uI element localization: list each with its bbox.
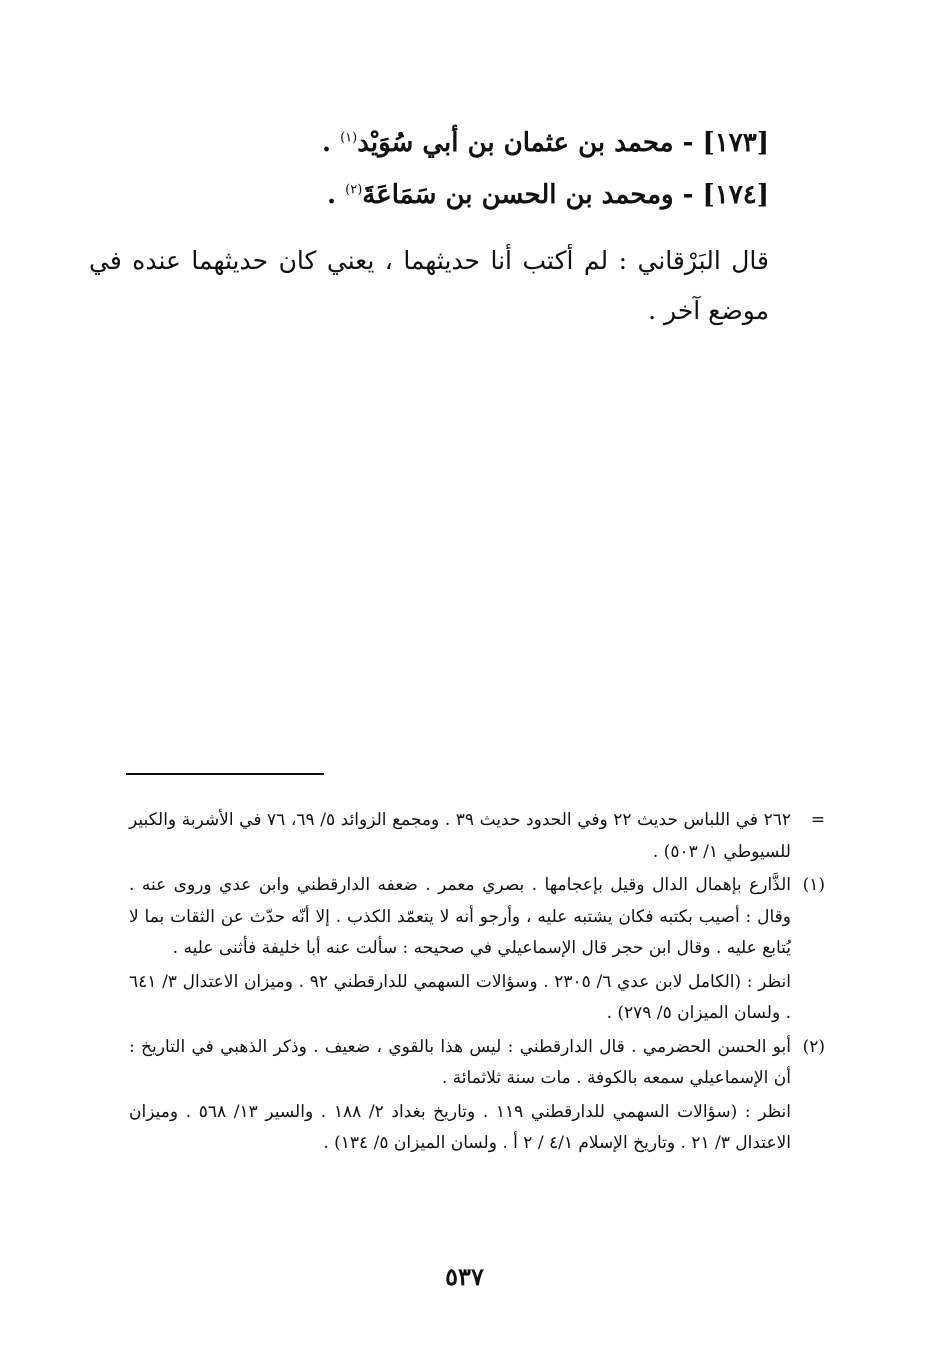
footnote-marker: =	[810, 810, 825, 830]
entry-174	[89, 180, 769, 210]
footnote-2	[129, 1032, 825, 1095]
entry-173-note-marker: (١)	[340, 130, 358, 146]
entry-173-heading: [١٧٣] - محمد بن عثمان بن أبي سُوَيْد	[357, 128, 769, 158]
footnote-marker: (٢)	[802, 1036, 825, 1057]
entry-174-heading: [١٧٤] - ومحمد بن الحسن بن سَمَاعَةَ	[362, 180, 769, 210]
footnote-continued	[129, 805, 825, 868]
footnote-text: أبو الحسن الحضرمي . قال الدارقطني : ليس هذا بالقوي ، ضعيف . وذكر الذهبي في التاريخ : أن الإسماعيلي سمعه بالكوفة . مات سنة ثلاثمائة .	[129, 1036, 791, 1088]
entry-174-tail: .	[327, 180, 346, 210]
footnote-text: الذَّارع بإهمال الدال وقيل بإعجامها . بصري معمر . ضعفه الدارقطني وابن عدي وروى عنه . وقال : أصيب بكتبه فكان يشتبه عليه ، وأرجو أنه لا يتعمّد الكذب . إلا أنّه حدّث عن الثقات بما لا يُتابع عليه . وقال ابن حجر قال الإسماعيلي في صحيحه : سألت عنه أبا خليفة فأثنى عليه .	[129, 875, 791, 958]
footnote-divider	[126, 773, 324, 775]
footnotes	[129, 805, 825, 1162]
entry-174-note-marker: (٢)	[345, 182, 363, 198]
entry-173	[89, 128, 769, 158]
entry-173-tail: .	[321, 128, 341, 158]
footnote-text: ٢٦٢ في اللباس حديث ٢٢ وفي الحدود حديث ٣٩ . ومجمع الزوائد ٥/ ٦٩، ٧٦ في الأشربة والكبير للسيوطي ١/ ٥٠٣) .	[129, 810, 791, 862]
footnote-marker: (١)	[802, 875, 825, 895]
footnote-2-references: انظر : (سؤالات السهمي للدارقطني ١١٩ . وتاريخ بغداد ٢/ ١٨٨ . والسير ١٣/ ٥٦٨ . وميزان الاعتدال ٣/ ٢١ . وتاريخ الإسلام ٤/١ / ٢ أ . ولسان الميزان ٥/ ١٣٤) .	[129, 1101, 791, 1153]
body-paragraph: قال البَرْقاني : لم أكتب أنا حديثهما ، يعني كان حديثهما عنده في موضع آخر .	[89, 246, 769, 325]
footnote-1	[129, 870, 825, 965]
footnote-1-references: انظر : (الكامل لابن عدي ٦/ ٢٣٠٥ . وسؤالات السهمي للدارقطني ٩٢ . وميزان الاعتدال ٣/ ٦٤١ . ولسان الميزان ٥/ ٢٧٩) .	[129, 971, 791, 1023]
page-number: ٥٣٧	[445, 1262, 484, 1291]
